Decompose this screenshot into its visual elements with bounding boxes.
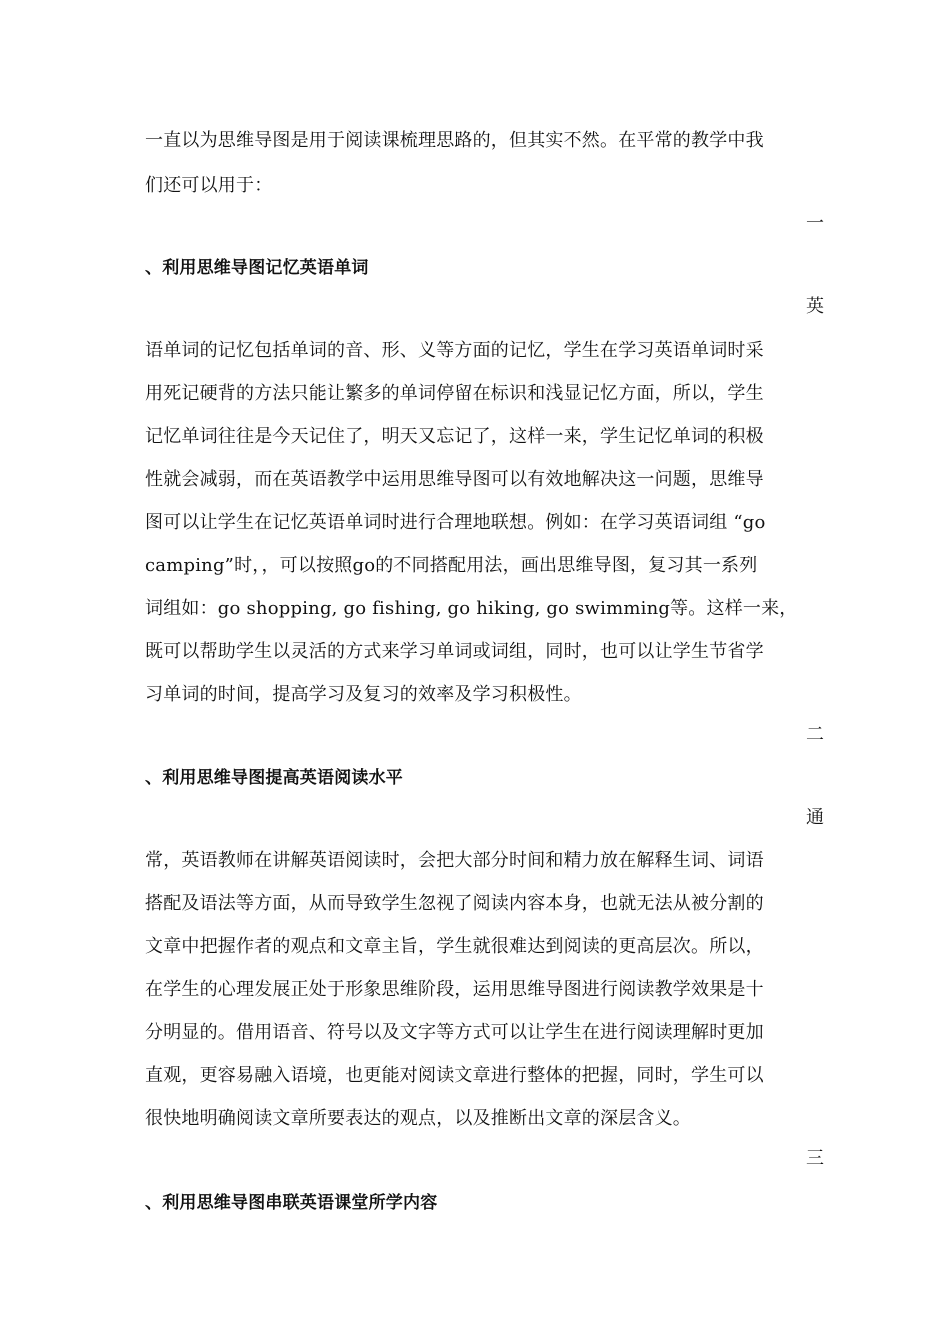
section-1-line-3: 记忆单词往往是今天记住了，明天又忘记了，这样一来，学生记忆单词的积极 [145, 426, 764, 447]
section-2-line-1: 常，英语教师在讲解英语阅读时，会把大部分时间和精力放在解释生词、词语 [145, 850, 764, 871]
section-2-heading: 、利用思维导图提高英语阅读水平 [145, 768, 403, 788]
section-2-lead-char: 通 [806, 807, 824, 828]
section-2-line-6: 直观，更容易融入语境，也更能对阅读文章进行整体的把握，同时，学生可以 [145, 1065, 764, 1086]
section-1-lead-char: 英 [806, 296, 824, 317]
section-2-line-3: 文章中把握作者的观点和文章主旨，学生就很难达到阅读的更高层次。所以， [145, 936, 764, 957]
section-2-line-2: 搭配及语法等方面，从而导致学生忽视了阅读内容本身，也就无法从被分割的 [145, 893, 764, 914]
section-1-line-9: 习单词的时间，提高学习及复习的效率及学习积极性。 [145, 684, 582, 705]
section-1-line-6: camping”时，，可以按照go的不同搭配用法，画出思维导图，复习其一系列 [145, 555, 758, 576]
section-1-line-8: 既可以帮助学生以灵活的方式来学习单词或词组，同时，也可以让学生节省学 [145, 641, 764, 662]
section-2-line-5: 分明显的。借用语音、符号以及文字等方式可以让学生在进行阅读理解时更加 [145, 1022, 764, 1043]
section-2-line-7: 很快地明确阅读文章所要表达的观点，以及推断出文章的深层含义。 [145, 1108, 691, 1129]
section-1-line-2: 用死记硬背的方法只能让繁多的单词停留在标识和浅显记忆方面，所以，学生 [145, 383, 764, 404]
intro-line-1: 一直以为思维导图是用于阅读课梳理思路的，但其实不然。在平常的教学中我 [145, 130, 764, 151]
section-1-line-7: 词组如：go shopping, go fishing, go hiking, go swimming等。这样一来， [145, 598, 798, 619]
intro-line-2: 们还可以用于： [145, 175, 273, 196]
section-2-number: 二 [806, 724, 824, 745]
section-1-heading: 、利用思维导图记忆英语单词 [145, 258, 369, 278]
section-1-number: 一 [806, 213, 824, 234]
section-2-line-4: 在学生的心理发展正处于形象思维阶段，运用思维导图进行阅读教学效果是十 [145, 979, 764, 1000]
section-3-number: 三 [806, 1148, 824, 1169]
section-1-line-1: 语单词的记忆包括单词的音、形、义等方面的记忆，学生在学习英语单词时采 [145, 340, 764, 361]
section-3-heading: 、利用思维导图串联英语课堂所学内容 [145, 1193, 438, 1213]
section-1-line-5: 图可以让学生在记忆英语单词时进行合理地联想。例如：在学习英语词组 “go [145, 512, 766, 533]
section-1-line-4: 性就会减弱，而在英语教学中运用思维导图可以有效地解决这一问题，思维导 [145, 469, 764, 490]
